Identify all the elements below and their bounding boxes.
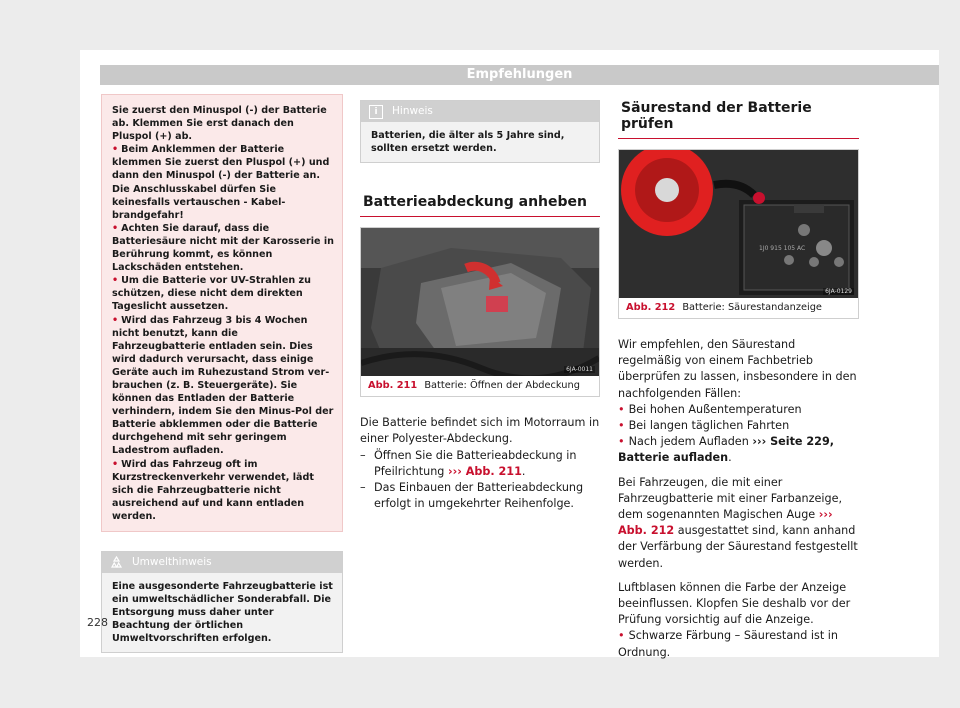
paragraph: Bei Fahrzeugen, die mit einer Fahrzeugbatterie mit einer Farbanzeige, dem sogenannten Magischen Auge ››› Abb. 212 ausgestattet sind, kann anhand der Verfärbung der Säurestand festgestellt werden. — [618, 475, 858, 570]
figure-211 — [360, 227, 600, 397]
section-body-saeure — [618, 337, 859, 661]
warning-bullet: • Wird das Fahrzeug oft im Kurzstreckenverkehr verwendet, lädt sich die Fahrzeugbatterie nicht ausreichend auf und kann entladen werden. — [112, 458, 334, 523]
section-title-anheben: Batterieabdeckung anheben — [360, 194, 600, 217]
battery-cover-image — [361, 228, 599, 376]
warning-intro: Sie zuerst den Minuspol (-) der Batterie ab. Klemmen Sie erst danach den Pluspol (+) ab. — [112, 105, 327, 143]
section-title-saeure: Säurestand der Batterie prüfen — [618, 100, 859, 139]
figure-reference-link[interactable]: ››› Abb. 211 — [447, 464, 522, 478]
hint-note-text: Batterien, die älter als 5 Jahre sind, sollten ersetzt werden. — [361, 122, 599, 162]
warning-bullet: • Wird das Fahrzeug 3 bis 4 Wochen nicht benutzt, kann die Fahrzeugbatterie entladen sein. Dies wird dadurch verursacht, dass einige Geräte auch im Ruhezustand Strom verbrauchen (z. B. Steuergeräte). Sie können das Entladen der Batterie verhindern, indem Sie den Minus-Pol der Batterie abklemmen oder die Batterie durchgehend mit sehr geringem Ladestrom aufladen. — [112, 314, 334, 458]
manual-page — [80, 50, 939, 657]
image-code: 6JA-0129 — [825, 288, 852, 295]
image-code: 6JA-0011 — [566, 366, 593, 374]
environment-note — [101, 551, 343, 653]
bullet-item: • Bei hohen Außentemperaturen — [618, 402, 859, 418]
battery-indicator-image — [619, 150, 858, 298]
bullet-item: • Nach jedem Aufladen ››› Seite 229, Batterie aufladen. — [618, 434, 859, 466]
step-item: – Öffnen Sie die Batterieabdeckung in Pfeilrichtung ››› Abb. 211. — [360, 448, 600, 480]
column-left — [101, 94, 343, 653]
warning-box — [101, 94, 343, 532]
page-header: Empfehlungen — [100, 65, 939, 85]
paragraph: Wir empfehlen, den Säurestand regelmäßig von einem Fachbetrieb überprüfen zu lassen, insbesondere in den nachfolgenden Fällen: — [618, 338, 857, 400]
figure-caption — [619, 298, 858, 318]
figure-number: Abb. 211 — [368, 380, 418, 392]
warning-bullet: • Beim Anklemmen der Batterie klemmen Sie zuerst den Pluspol (+) und dann den Minuspol (-) der Batterie an. Die Anschlusskabel dürfen Sie keinesfalls vertauschen - Kabelbrandgefahr! — [112, 143, 334, 222]
figure-number: Abb. 212 — [626, 302, 676, 313]
hint-note — [360, 100, 600, 163]
paragraph: Die Batterie befindet sich im Motorraum in einer Polyester-Abdeckung. — [360, 416, 600, 446]
bullet-item: • Schwarze Färbung – Säurestand ist in Ordnung. — [618, 628, 859, 660]
page-reference-link[interactable]: ››› Seite 229, Batterie aufladen — [618, 435, 834, 465]
hint-note-title: Hinweis — [392, 105, 433, 117]
figure-212 — [618, 149, 859, 319]
column-right — [618, 100, 859, 661]
warning-bullet: • Um die Batterie vor UV-Strahlen zu schützen, diese nicht dem direkten Tageslicht aussetzen. — [112, 274, 334, 313]
page-number: 228 — [87, 616, 108, 629]
column-middle — [360, 100, 600, 512]
figure-caption-text: Batterie: Säurestandanzeige — [682, 302, 822, 313]
hint-note-header — [361, 101, 599, 122]
warning-bullet: • Achten Sie darauf, dass die Batteriesäure nicht mit der Karosserie in Berührung kommt, es können Lackschäden entstehen. — [112, 222, 334, 274]
figure-reference-link[interactable]: ››› Abb. 212 — [618, 508, 833, 538]
section-body-anheben — [360, 415, 600, 512]
environment-note-title: Umwelthinweis — [132, 556, 212, 568]
battery-part-number: 1J0 915 105 AC — [759, 245, 806, 252]
step-item: – Das Einbauen der Batterieabdeckung erfolgt in umgekehrter Reihenfolge. — [360, 480, 600, 512]
figure-caption-text: Batterie: Öffnen der Abdeckung — [424, 380, 580, 392]
bullet-item: • Bei langen täglichen Fahrten — [618, 418, 859, 434]
info-icon: i — [369, 105, 383, 119]
paragraph: Luftblasen können die Farbe der Anzeige beeinflussen. Klopfen Sie deshalb vor der Prüfung vorsichtig auf die Anzeige. — [618, 580, 851, 627]
environment-note-text: Eine ausgesonderte Fahrzeugbatterie ist ein umweltschädlicher Sonderabfall. Die Entsorgung muss daher unter Beachtung der örtlichen Umweltvorschriften erfolgen. — [102, 573, 342, 652]
environment-note-header — [102, 552, 342, 573]
recycle-icon — [110, 556, 123, 569]
figure-caption — [361, 376, 599, 396]
